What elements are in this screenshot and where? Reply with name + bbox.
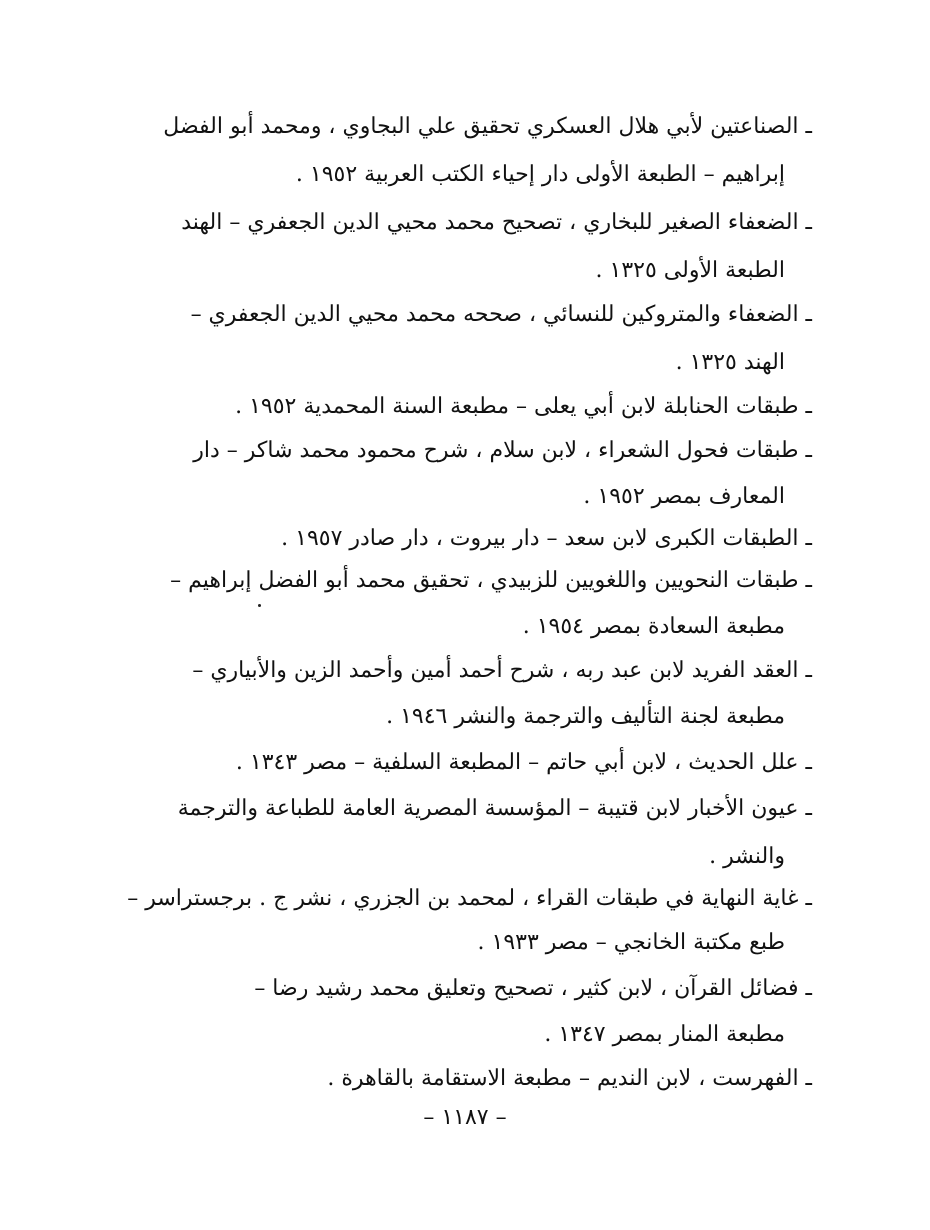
bibliography-line: ـ طبقات الحنابلة لابن أبي يعلى – مطبعة السنة المحمدية ١٩٥٢ .	[235, 394, 812, 419]
bibliography-line: ـ علل الحديث ، لابن أبي حاتم – المطبعة السلفية – مصر ١٣٤٣ .	[235, 750, 812, 775]
bibliography-line: طبع مكتبة الخانجي – مصر ١٩٣٣ .	[477, 930, 785, 955]
bibliography-line: مطبعة المنار بمصر ١٣٤٧ .	[544, 1022, 785, 1047]
bibliography-line: ـ طبقات النحويين واللغويين للزبيدي ، تحقيق محمد أبو الفضل إبراهيم –	[170, 568, 812, 593]
bibliography-line: ـ العقد الفريد لابن عبد ربه ، شرح أحمد أمين وأحمد الزين والأبياري –	[192, 658, 812, 683]
bibliography-line: ـ الضعفاء الصغير للبخاري ، تصحيح محمد محيي الدين الجعفري – الهند	[181, 210, 812, 235]
bibliography-line: ـ طبقات فحول الشعراء ، لابن سلام ، شرح محمود محمد شاكر – دار	[193, 438, 812, 463]
bibliography-line: ـ الصناعتين لأبي هلال العسكري تحقيق علي البجاوي ، ومحمد أبو الفضل	[163, 114, 812, 139]
bibliography-line: مطبعة السعادة بمصر ١٩٥٤ .	[522, 614, 785, 639]
bibliography-line: المعارف بمصر ١٩٥٢ .	[583, 484, 785, 509]
bibliography-line: ـ عيون الأخبار لابن قتيبة – المؤسسة المصرية العامة للطباعة والترجمة	[177, 796, 812, 821]
bibliography-line: ـ الضعفاء والمتروكين للنسائي ، صححه محمد محيي الدين الجعفري –	[190, 302, 812, 327]
page-number: – ١١٨٧ –	[423, 1105, 507, 1130]
bibliography-line: مطبعة لجنة التأليف والترجمة والنشر ١٩٤٦ .	[386, 704, 785, 729]
bibliography-line: الهند ١٣٢٥ .	[675, 350, 785, 375]
bibliography-line: إبراهيم – الطبعة الأولى دار إحياء الكتب العربية ١٩٥٢ .	[295, 162, 785, 187]
bibliography-line: ـ الفهرست ، لابن النديم – مطبعة الاستقامة بالقاهرة .	[327, 1066, 812, 1091]
bibliography-line: ـ فضائل القرآن ، لابن كثير ، تصحيح وتعليق محمد رشيد رضا –	[254, 976, 812, 1001]
bibliography-line: والنشر .	[709, 844, 785, 869]
bibliography-line: ـ الطبقات الكبرى لابن سعد – دار بيروت ، دار صادر ١٩٥٧ .	[281, 526, 812, 551]
bibliography-line: ـ غاية النهاية في طبقات القراء ، لمحمد بن الجزري ، نشر ج . برجستراسر –	[127, 886, 812, 911]
bibliography-line: الطبعة الأولى ١٣٢٥ .	[595, 258, 785, 283]
scan-speck	[258, 604, 261, 607]
